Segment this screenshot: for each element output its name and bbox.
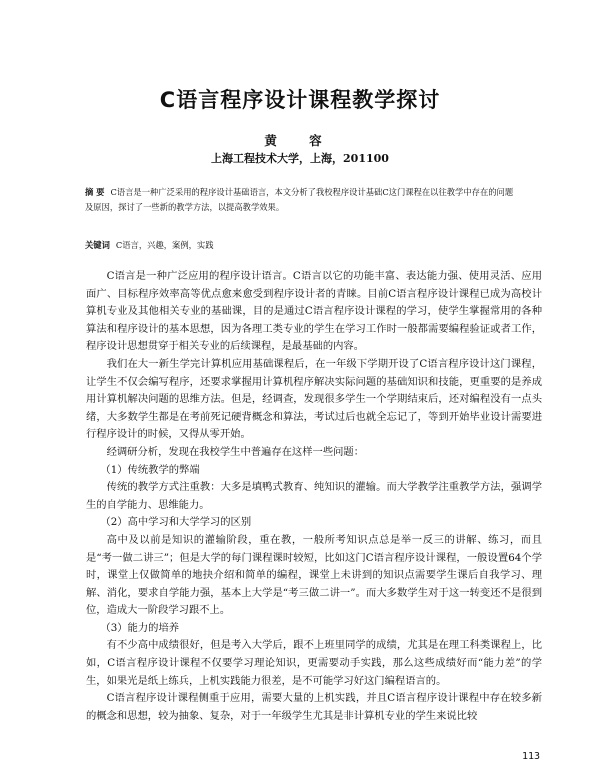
body-paragraph: 经调研分析，发现在我校学生中普遍存在这样一些问题： — [106, 445, 365, 458]
paper-title: C语言程序设计课程教学探讨 — [159, 88, 441, 112]
section-heading: （2）高中学习和大学学习的区别 — [100, 516, 252, 529]
keywords — [85, 238, 515, 253]
body-paragraph: C语言程序设计课程侧重于应用，需要大量的上机实践，并且C语言程序设计课程中存在较多新的概念和思想，较为抽象、复杂，对于一年级学生尤其是非计算机专业的学生来说比较 — [86, 692, 542, 722]
abstract-label: 摘 要 — [85, 187, 105, 197]
body-paragraph: C语言是一种广泛应用的程序设计语言。C语言以它的功能丰富、表达能力强、使用灵活、应用面广、目标程序效率高等优点愈来愈受到程序设计者的青睐。目前C语言程序设计课程已成为高校计算机专业及其他相关专业的基础课，目的是通过C语言程序设计课程的学习，使学生掌握常用的各种算法和程序设计的基本思想，因为各理工类专业的学生在学习工作时一般都需要编程验证或者工作，程序设计思想贯穿于相关专业的后续课程，是最基础的内容。 — [86, 270, 542, 353]
abstract — [85, 185, 515, 215]
author-affiliation: 上海工程技术大学，上海，201100 — [211, 152, 389, 165]
keywords-label: 关键词 — [85, 240, 110, 250]
section-heading: （3）能力的培养 — [100, 621, 180, 634]
body-paragraph: 传统的教学方式注重教：大多是填鸭式教育、纯知识的灌输。而大学教学注重教学方法，强调学生的自学能力、思维能力。 — [86, 481, 542, 511]
page-number: 113 — [521, 751, 540, 762]
paper-body — [86, 268, 542, 725]
author-name: 黄 容 — [264, 133, 336, 148]
body-paragraph: 高中及以前是知识的灌输阶段，重在教，一般所考知识点总是举一反三的讲解、练习，而且是“考一做二讲三”；但是大学的每门课程课时较短，比如这门C语言程序设计课程，一般设置64个学时，课堂上仅做简单的地抉介绍和简单的编程，课堂上未讲到的知识点需要学生课后自我学习、理解、消化，要求自学能力强，基本上大学是“考三做二讲一”。而大多数学生对于这一转变还不是很到位，造成大一阶段学习跟不上。 — [86, 533, 542, 617]
body-paragraph: 有不少高中成绩很好，但是考入大学后，跟不上班里同学的成绩，尤其是在理工科类课程上，比如，C语言程序设计课程不仅要学习理论知识，更需要动手实践，那么这些成绩好而“能力差”的学生，如果光是纸上练兵，上机实践能力很差，是不可能学习好这门编程语言的。 — [86, 639, 542, 687]
keywords-text: C语言，兴趣，案例，实践 — [115, 240, 214, 250]
abstract-text: C语言是一种广泛采用的程序设计基础语言，本文分析了我校程序设计基础C这门课程在以往教学中存在的问题及原因，探讨了一些新的教学方法，以提高教学效果。 — [85, 187, 514, 212]
section-heading: （1）传统教学的弊端 — [100, 463, 200, 476]
body-paragraph: 我们在大一新生学完计算机应用基础课程后，在一年级下学期开设了C语言程序设计这门课程，让学生不仅会编写程序，还要求掌握用计算机程序解决实际问题的基础知识和技能，更重要的是养成用计算机解决问题的思维方法。但是，经调查，发现很多学生一个学期结束后，还对编程没有一点头绪，大多数学生都是在考前死记硬背概念和算法，考试过后也就全忘记了，等到开始毕业设计需要进行程序设计的时候，又得从零开始。 — [86, 357, 542, 441]
